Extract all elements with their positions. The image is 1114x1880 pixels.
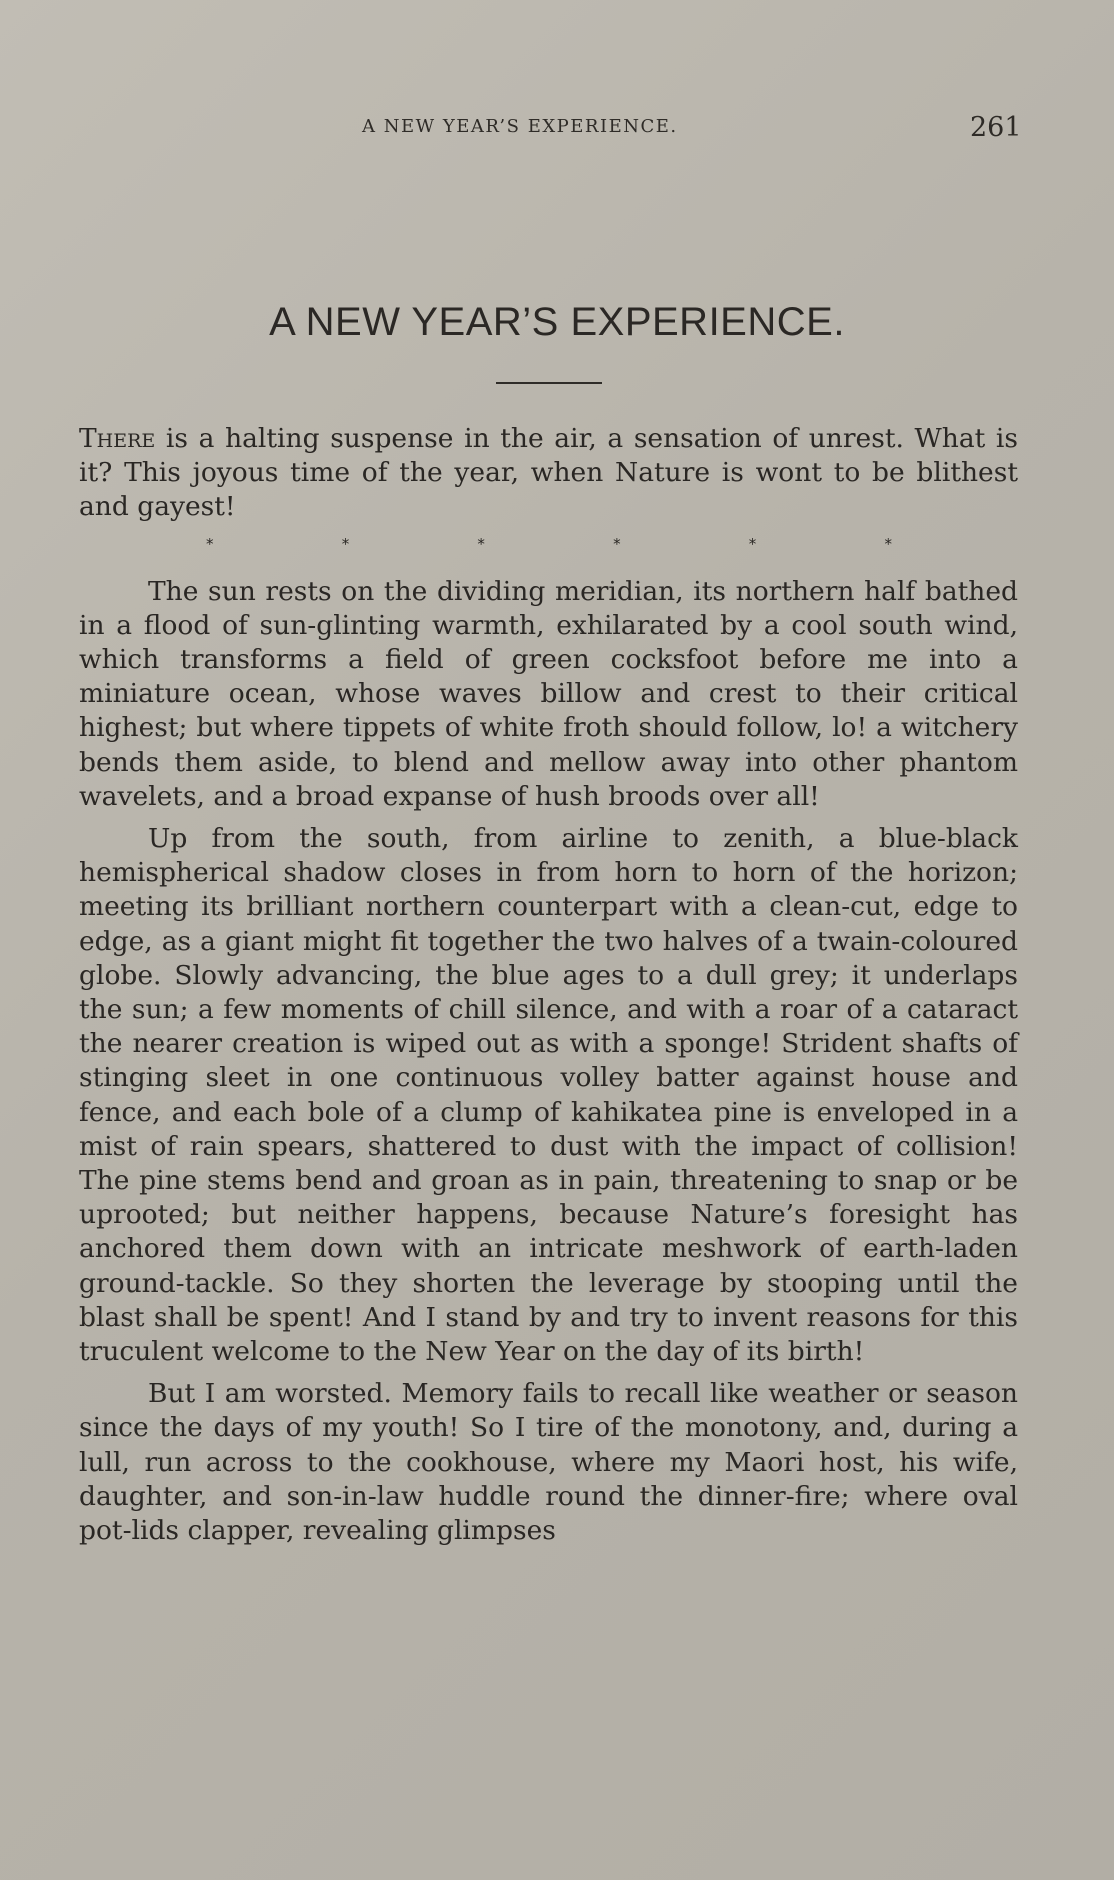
opening-text: is a halting suspense in the air, a sensation of unrest. What is it? This joyous time of the year, when Nature is wont to be blithest and gayest!: [79, 423, 1018, 523]
body-paragraph: Up from the south, from airline to zenith, a blue-black hemispherical shadow closes in from horn to horn of the horizon; meeting its brilliant northern counterpart with a clean-cut, edge to edge, as a giant might fit together the two halves of a twain-coloured globe. Slowly advancing, the blue ages to a dull grey; it underlaps the sun; a few moments of chill silence, and with a roar of a cataract the nearer creation is wiped out as with a sponge! Strident shafts of stinging sleet in one continuous volley batter against house and fence, and each bole of a clump of kahikatea pine is enveloped in a mist of rain spears, shattered to dust with the impact of collision! The pine stems bend and groan as in pain, threatening to snap or be uprooted; but neither happens, because Nature’s foresight has anchored them down with an intricate meshwork of earth-laden ground-tackle. So they shorten the leverage by stooping until the blast shall be spent! And I stand by and try to invent reasons for this truculent welcome to the New Year on the day of its birth!: [79, 823, 1018, 1368]
asterisk: *: [748, 534, 757, 553]
asterisk: *: [341, 534, 350, 553]
asterisk-break: [206, 527, 892, 561]
running-title: A NEW YEAR’S EXPERIENCE.: [362, 116, 678, 137]
body-text: [79, 422, 1018, 1548]
asterisk: *: [477, 534, 485, 553]
asterisk: *: [884, 534, 892, 553]
opening-word: There: [79, 423, 156, 454]
body-paragraph: The sun rests on the dividing meridian, its northern half bathed in a flood of sun-glinting warmth, exhilarated by a cool south wind, which transforms a field of green cocksfoot before me into a miniature ocean, whose waves billow and crest to their critical highest; but where tippets of white froth should follow, lo! a witchery bends them aside, to blend and mellow away into other phantom wavelets, and a broad expanse of hush broods over all!: [79, 575, 1018, 812]
title-rule: [496, 382, 602, 384]
asterisk: *: [613, 534, 621, 553]
asterisk: *: [206, 534, 214, 553]
page-number: 261: [970, 112, 1022, 143]
opening-paragraph: [79, 422, 1018, 525]
body-paragraph: But I am worsted. Memory fails to recall like weather or season since the days of my youth! So I tire of the monotony, and, during a lull, run across to the cookhouse, where my Maori host, his wife, daughter, and son-in-law huddle round the dinner-fire; where oval pot-lids clapper, revealing glimpses: [79, 1378, 1018, 1547]
running-head: [0, 112, 1114, 142]
chapter-title: A NEW YEAR’S EXPERIENCE.: [269, 300, 845, 344]
